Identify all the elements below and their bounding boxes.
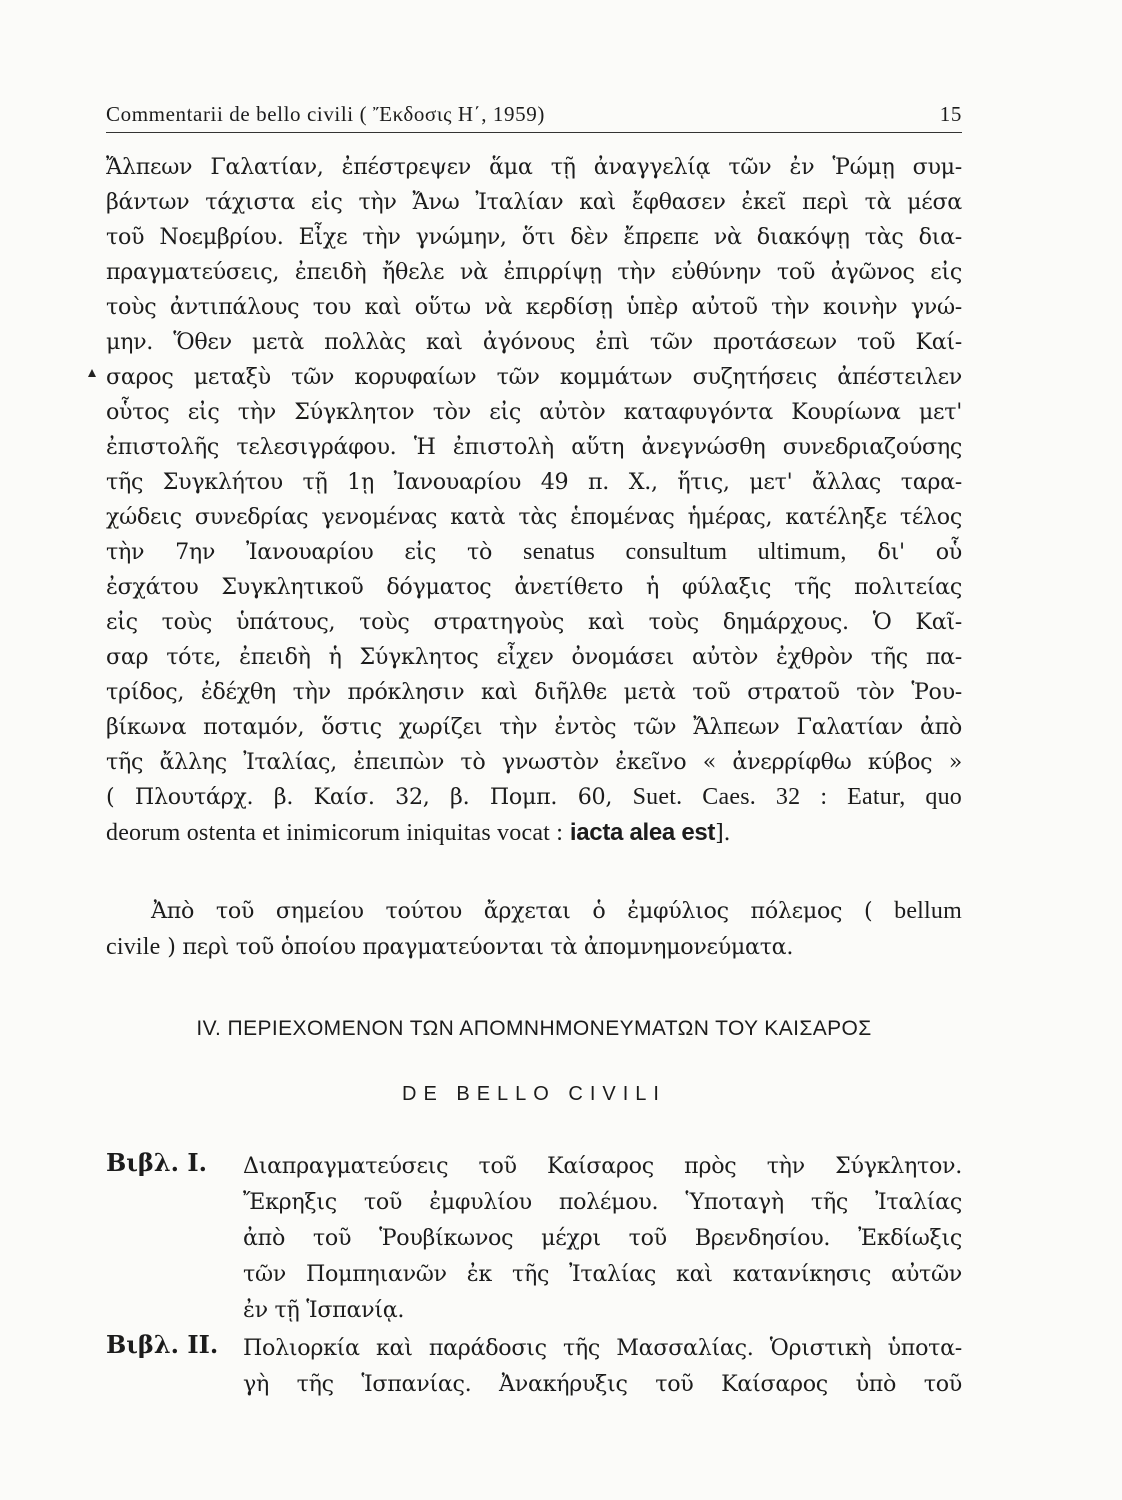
bold-quote: iacta alea est (569, 819, 716, 846)
text-line: βίκωνα ποταμόν, ὅστις χωρίζει τὴν ἐντὸς τῶν Ἄλπεων Γαλατίαν ἀπὸ (106, 714, 962, 740)
header-title: Commentarii de bello civili ( Ἔκδοσις Η΄, 1959) (106, 102, 545, 126)
greek-segment: τὴν 7ην Ἰανουαρίου εἰς τὸ (106, 539, 493, 565)
section-subheading: DE BELLO CIVILI (402, 1083, 666, 1105)
latin-citation: Suet. Caes. 32 : Eatur, quo (632, 784, 962, 810)
text-line: τῆς ἄλλης Ἰταλίας, ἐπειπὼν τὸ γνωστὸν ἐκεῖνο « ἀνερρίφθω κύβος » (106, 749, 962, 775)
paragraph-2 (106, 893, 962, 965)
greek-segment: ) περὶ τοῦ ὁποίου πραγματεύονται τὰ ἀπομνημονεύματα. (167, 934, 794, 960)
text-line-mixed (106, 815, 962, 851)
text-line-mixed (106, 535, 962, 570)
closing-bracket: ]. (715, 820, 731, 846)
greek-segment: Ἀπὸ τοῦ σημείου τούτου ἄρχεται ὁ ἐμφύλιος πόλεμος ( (151, 898, 873, 924)
text-line: εἰς τοὺς ὑπάτους, τοὺς στρατηγοὺς καὶ τοὺς δημάρχους. Ὁ Καῖ- (106, 609, 962, 635)
book-label: Βιβλ. Ι. (106, 1148, 207, 1177)
text-line: Ἄλπεων Γαλατίαν, ἐπέστρεψεν ἅμα τῇ ἀναγγελίᾳ τῶν ἐν Ῥώμῃ συμ- (106, 154, 962, 180)
text-line: Πολιορκία καὶ παράδοσις τῆς Μασσαλίας. Ὁριστικὴ ὑποτα- (243, 1335, 962, 1361)
text-line: τρίδος, ἐδέχθη τὴν πρόκλησιν καὶ διῆλθε μετὰ τοῦ στρατοῦ τὸν Ῥου- (106, 679, 962, 705)
text-line-mixed (106, 893, 962, 929)
book-summary (243, 1148, 962, 1328)
text-line-mixed (106, 929, 962, 965)
text-line: βάντων τάχιστα εἰς τὴν Ἄνω Ἰταλίαν καὶ ἔφθασεν ἐκεῖ περὶ τὰ μέσα (106, 189, 962, 215)
text-line: χώδεις συνεδρίας γενομένας κατὰ τὰς ἑπομένας ἡμέρας, κατέληξε τέλος (106, 504, 962, 530)
latin-phrase: civile (106, 934, 161, 960)
text-line: τοὺς ἀντιπάλους του καὶ οὕτω νὰ κερδίσῃ ὑπὲρ αὐτοῦ τὴν κοινὴν γνώ- (106, 294, 962, 320)
text-line: γὴ τῆς Ἱσπανίας. Ἀνακήρυξις τοῦ Καίσαρος ὑπὸ τοῦ (243, 1371, 962, 1397)
paragraph-1 (106, 150, 962, 851)
text-line: πραγματεύσεις, ἐπειδὴ ἤθελε νὰ ἐπιρρίψῃ τὴν εὐθύνην τοῦ ἀγῶνος εἰς (106, 259, 962, 285)
greek-segment: δι' οὗ (877, 539, 962, 565)
text-line: ἐπιστολῆς τελεσιγράφου. Ἡ ἐπιστολὴ αὕτη ἀνεγνώσθη συνεδριαζούσης (106, 434, 962, 460)
latin-phrase: senatus consultum ultimum, (523, 539, 847, 565)
text-line: οὗτος εἰς τὴν Σύγκλητον τὸν εἰς αὐτὸν καταφυγόντα Κουρίωνα μετ' (106, 399, 962, 425)
book-label: Βιβλ. ΙΙ. (106, 1330, 219, 1359)
margin-mark-icon (88, 369, 96, 377)
greek-segment: ( Πλουτάρχ. β. Καίσ. 32, β. Πομπ. 60, (106, 784, 613, 810)
text-line: τοῦ Νοεμβρίου. Εἶχε τὴν γνώμην, ὅτι δὲν ἔπρεπε νὰ διακόψῃ τὰς δια- (106, 224, 962, 250)
section-heading: IV. ΠΕΡΙΕΧΟΜΕΝΟΝ ΤΩΝ ΑΠΟΜΝΗΜΟΝΕΥΜΑΤΩΝ ΤΟΥ ΚΑΙΣΑΡΟΣ (196, 1017, 872, 1040)
text-line: Ἔκρηξις τοῦ ἐμφυλίου πολέμου. Ὑποταγὴ τῆς Ἰταλίας (243, 1189, 962, 1215)
text-line: τῶν Πομπηιανῶν ἐκ τῆς Ἰταλίας καὶ κατανίκησις αὐτῶν (243, 1261, 962, 1287)
page-number: 15 (939, 102, 962, 126)
text-line: σαρος μεταξὺ τῶν κορυφαίων τῶν κομμάτων συζητήσεις ἀπέστειλεν (106, 364, 962, 390)
latin-phrase: bellum (894, 898, 962, 924)
latin-quote: deorum ostenta et inimicorum iniquitas vocat : (106, 820, 564, 846)
text-line: μην. Ὅθεν μετὰ πολλὰς καὶ ἀγόνους ἐπὶ τῶν προτάσεων τοῦ Καί- (106, 329, 962, 355)
text-line: ἐσχάτου Συγκλητικοῦ δόγματος ἀνετίθετο ἡ φύλαξις τῆς πολιτείας (106, 574, 962, 600)
text-line: τῆς Συγκλήτου τῇ 1ῃ Ἰανουαρίου 49 π. Χ., ἥτις, μετ' ἄλλας ταρα- (106, 469, 962, 495)
text-line: ἐν τῇ Ἱσπανίᾳ. (243, 1297, 405, 1323)
running-header (106, 100, 962, 133)
text-line: Διαπραγματεύσεις τοῦ Καίσαρος πρὸς τὴν Σύγκλητον. (243, 1153, 962, 1179)
text-line-mixed (106, 780, 962, 815)
book-summary (243, 1330, 962, 1402)
text-line: σαρ τότε, ἐπειδὴ ἡ Σύγκλητος εἶχεν ὀνομάσει αὐτὸν ἐχθρὸν τῆς πα- (106, 644, 962, 670)
text-line: ἀπὸ τοῦ Ῥουβίκωνος μέχρι τοῦ Βρενδησίου. Ἐκδίωξις (243, 1225, 962, 1251)
